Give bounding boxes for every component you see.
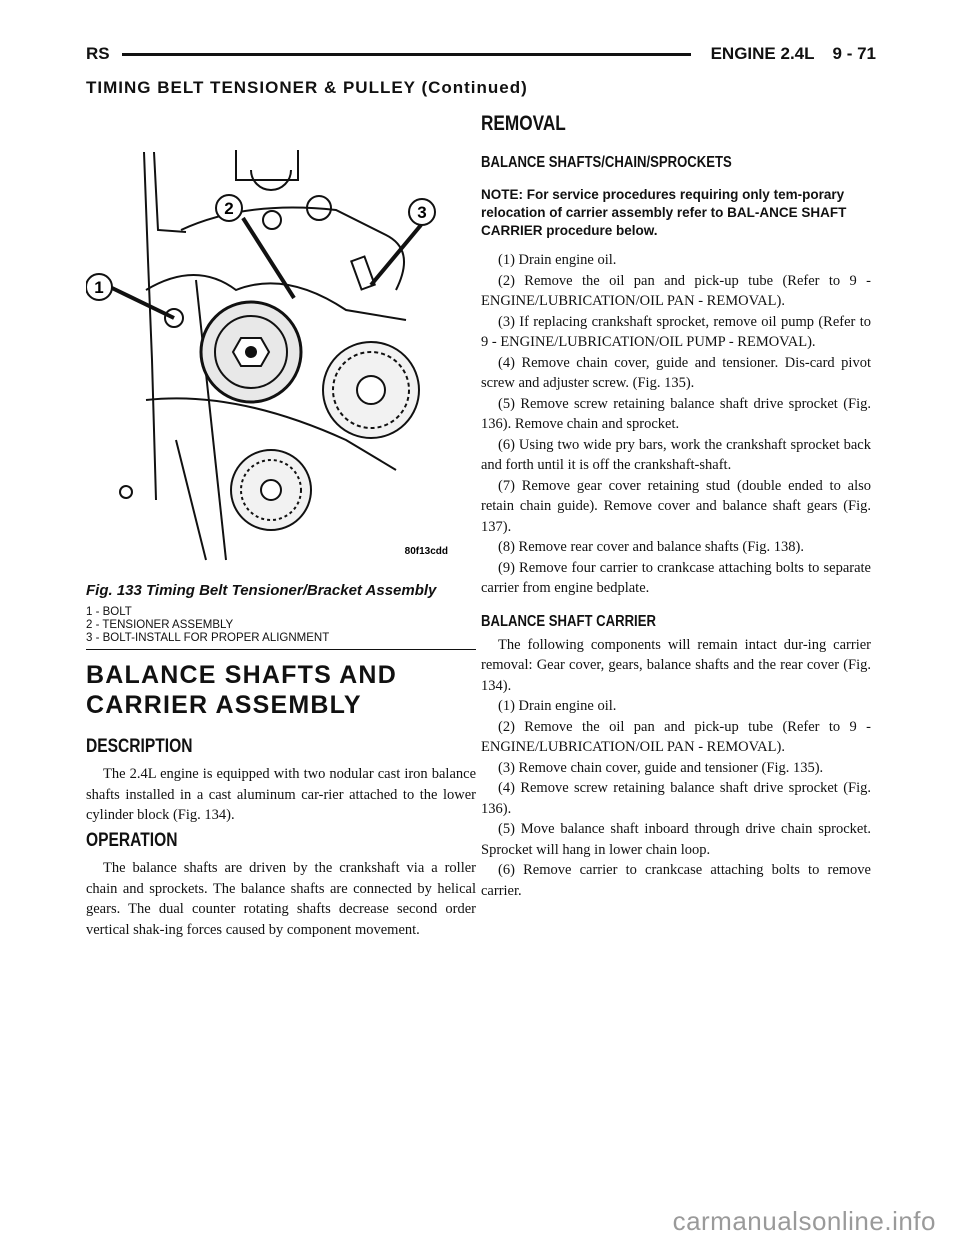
legend-item: 1 - BOLT [86, 606, 132, 618]
crankshaft-sprocket [231, 450, 311, 530]
callout-1 [86, 274, 112, 300]
figure-code: 80f13cdd [404, 546, 448, 557]
section-title-line2: CARRIER ASSEMBLY [86, 691, 362, 719]
carrier-step: (5) Move balance shaft inboard through drive chain sprocket. Sprocket will hang in lower chain loop. [481, 821, 871, 858]
legend-item: 3 - BOLT-INSTALL FOR PROPER ALIGNMENT [86, 632, 330, 644]
carrier-intro-text: The following components will remain intact dur-ing carrier removal: Gear cover, gears, balance shafts and the rear cover (Fig. 134). [481, 636, 871, 694]
figure-legend [86, 606, 476, 650]
header-model: RS [86, 44, 110, 63]
right-column [481, 112, 871, 901]
callout-2 [216, 195, 242, 221]
description-text: The 2.4L engine is equipped with two nodular cast iron balance shafts installed in a cast aluminum car-rier attached to the lower cylinder block (Fig. 134). [86, 766, 476, 823]
svg-text:1: 1 [94, 278, 104, 297]
carrier-step: (3) Remove chain cover, guide and tensioner (Fig. 135). [498, 759, 824, 776]
removal-steps-list [481, 250, 871, 599]
removal-step: (9) Remove four carrier to crankcase attaching bolts to separate carrier from engine bedplate. [481, 559, 871, 596]
balance-shafts-section [86, 660, 476, 720]
header-section: ENGINE 2.4L [710, 44, 815, 63]
header-page-number: 9 - 71 [832, 44, 876, 63]
svg-text:3: 3 [417, 203, 427, 222]
legend-item: 2 - TENSIONER ASSEMBLY [86, 619, 234, 631]
carrier-steps-list [481, 696, 871, 901]
subheading-balance-shaft-carrier: BALANCE SHAFT CARRIER [481, 612, 656, 630]
header-rule [122, 53, 691, 56]
removal-heading: REMOVAL [481, 112, 566, 135]
figure-caption: Fig. 133 Timing Belt Tensioner/Bracket Assembly [86, 582, 437, 599]
description-heading: DESCRIPTION [86, 736, 193, 757]
carrier-step: (6) Remove carrier to crankcase attaching bolts to remove carrier. [481, 862, 871, 899]
svg-text:2: 2 [224, 199, 234, 218]
tensioner-bracket-illustration [86, 140, 476, 580]
removal-step: (1) Drain engine oil. [498, 252, 617, 268]
tensioner-pulley [201, 302, 301, 402]
removal-step: (8) Remove rear cover and balance shafts (Fig. 138). [498, 539, 804, 555]
watermark: carmanualsonline.info [672, 1206, 936, 1236]
removal-step: (2) Remove the oil pan and pick-up tube (Refer to 9 - ENGINE/LUBRICATION/OIL PAN - REMOVAL). [481, 272, 871, 309]
gear-sprocket [323, 342, 419, 438]
carrier-step: (1) Drain engine oil. [498, 698, 617, 714]
service-note: NOTE: For service procedures requiring only tem-porary relocation of carrier assembly refer to BAL-ANCE SHAFT CARRIER procedure below. [481, 187, 847, 238]
carrier-step: (4) Remove screw retaining balance shaft drive sprocket (Fig. 136). [481, 780, 871, 817]
removal-step: (3) If replacing crankshaft sprocket, remove oil pump (Refer to 9 - ENGINE/LUBRICATION/OIL PUMP - REMOVAL). [481, 313, 871, 350]
carrier-step: (2) Remove the oil pan and pick-up tube (Refer to 9 - ENGINE/LUBRICATION/OIL PAN - REMOVAL). [481, 718, 871, 755]
header-right [693, 44, 876, 64]
subheading-shafts-chain-sprockets: BALANCE SHAFTS/CHAIN/SPROCKETS [481, 154, 732, 171]
continued-section-title: TIMING BELT TENSIONER & PULLEY (Continued) [86, 78, 528, 97]
removal-step: (4) Remove chain cover, guide and tensioner. Dis-card pivot screw and adjuster screw. (Fig. 135). [481, 354, 871, 391]
section-title-line1: BALANCE SHAFTS AND [86, 661, 397, 689]
removal-step: (6) Using two wide pry bars, work the crankshaft sprocket back and forth until it is off the crankshaft-shaft. [481, 436, 871, 473]
removal-step: (5) Remove screw retaining balance shaft drive sprocket (Fig. 136). Remove chain and sprocket. [481, 395, 871, 432]
running-header [86, 44, 876, 68]
operation-heading: OPERATION [86, 830, 178, 851]
callout-3 [409, 199, 435, 225]
figure-rule [86, 649, 476, 650]
operation-text: The balance shafts are driven by the crankshaft via a roller chain and sprockets. The balance shafts are connected by helical gears. The dual counter rotating shafts decrease second order vertical shak-ing forces caused by component movement. [86, 860, 476, 938]
removal-step: (7) Remove gear cover retaining stud (double ended to also retain chain guide). Remove cover and balance shaft gears (Fig. 137). [481, 477, 871, 535]
